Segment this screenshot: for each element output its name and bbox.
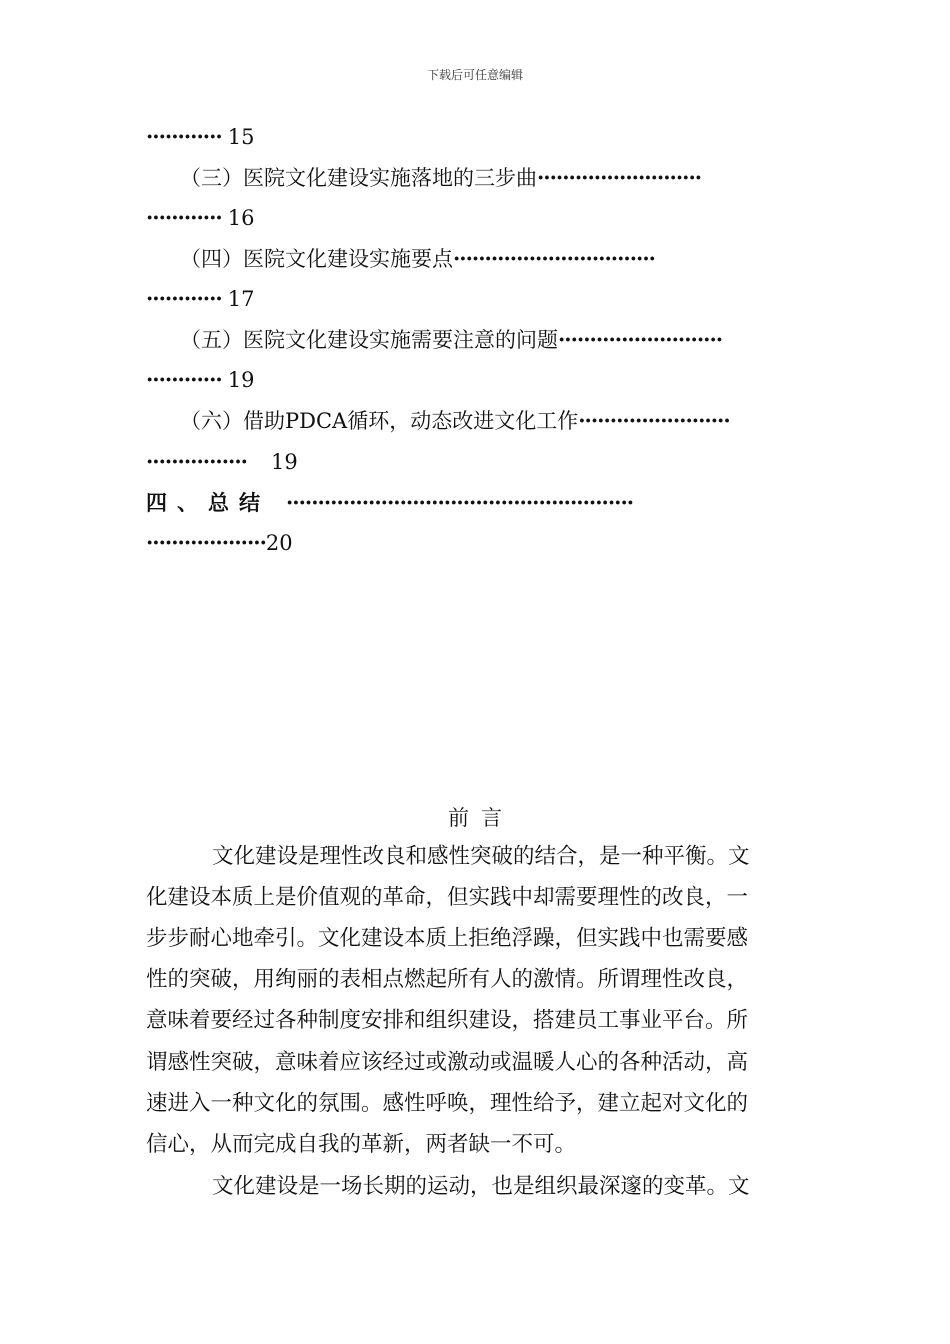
toc-dots: ············ bbox=[146, 367, 222, 392]
toc-line bbox=[146, 203, 806, 233]
paragraph-line: 文化建设是理性改良和感性突破的结合，是一种平衡。文 bbox=[212, 844, 750, 869]
header-note: 下载后可任意编辑 bbox=[426, 68, 523, 82]
toc-entry[interactable] bbox=[180, 244, 806, 274]
toc-line bbox=[146, 284, 806, 314]
paragraph-line: 信心，从而完成自我的革新，两者缺一不可。 bbox=[146, 1132, 577, 1157]
toc-page-number: 19 bbox=[227, 368, 255, 392]
paragraph-line: 谓感性突破，意味着应该经过或激动或温暖人心的各种活动，高 bbox=[146, 1050, 749, 1075]
paragraph-line: 速进入一种文化的氛围。感性呼唤，理性给予，建立起对文化的 bbox=[146, 1091, 749, 1116]
toc-entry-label: 四、总结 bbox=[146, 490, 270, 515]
toc-entry[interactable] bbox=[146, 488, 806, 518]
toc-dots: ·························· bbox=[537, 165, 702, 190]
toc-page-number: 19 bbox=[270, 450, 298, 474]
paragraph-line: 意味着要经过各种制度安排和组织建设，搭建员工事业平台。所 bbox=[146, 1008, 749, 1033]
toc-dots: ······················································· bbox=[286, 490, 634, 515]
toc-dots: ························ bbox=[578, 408, 730, 433]
toc-entry[interactable] bbox=[180, 406, 806, 436]
preface-title: 前言 bbox=[448, 806, 514, 830]
toc-line bbox=[146, 122, 806, 152]
toc-dots: ·························· bbox=[558, 327, 723, 352]
paragraph-line: 文化建设是一场长期的运动，也是组织最深邃的变革。文 bbox=[212, 1174, 750, 1199]
toc-line bbox=[146, 447, 806, 477]
toc-line bbox=[146, 528, 806, 558]
toc-line bbox=[146, 365, 806, 395]
paragraph-line: 性的突破，用绚丽的表相点燃起所有人的激情。所谓理性改良， bbox=[146, 967, 749, 992]
paragraph-line: 化建设本质上是价值观的革命，但实践中却需要理性的改良，一 bbox=[146, 885, 749, 910]
toc-entry-label: （三）医院文化建设实施落地的三步曲 bbox=[180, 166, 537, 190]
toc-entry-label: （五）医院文化建设实施需要注意的问题 bbox=[180, 328, 558, 352]
toc-dots: ············ bbox=[146, 124, 222, 149]
toc-page-number: 15 bbox=[227, 125, 255, 149]
toc-entry-label: （四）医院文化建设实施要点 bbox=[180, 247, 453, 271]
paragraph-line: 步步耐心地牵引。文化建设本质上拒绝浮躁，但实践中也需要感 bbox=[146, 926, 749, 951]
toc-dots: ································ bbox=[453, 246, 655, 271]
toc-page-number: 20 bbox=[265, 531, 293, 555]
toc-entry[interactable] bbox=[180, 325, 806, 355]
toc-page-number: 16 bbox=[227, 206, 255, 230]
toc-page-number: 17 bbox=[227, 287, 255, 311]
toc-entry[interactable] bbox=[180, 163, 806, 193]
toc-dots: ··················· bbox=[146, 530, 266, 555]
toc-dots: ············ bbox=[146, 286, 222, 311]
toc-dots: ············ bbox=[146, 205, 222, 230]
toc-dots: ················ bbox=[146, 449, 247, 474]
toc-entry-label: （六）借助PDCA循环，动态改进文化工作 bbox=[180, 409, 579, 433]
